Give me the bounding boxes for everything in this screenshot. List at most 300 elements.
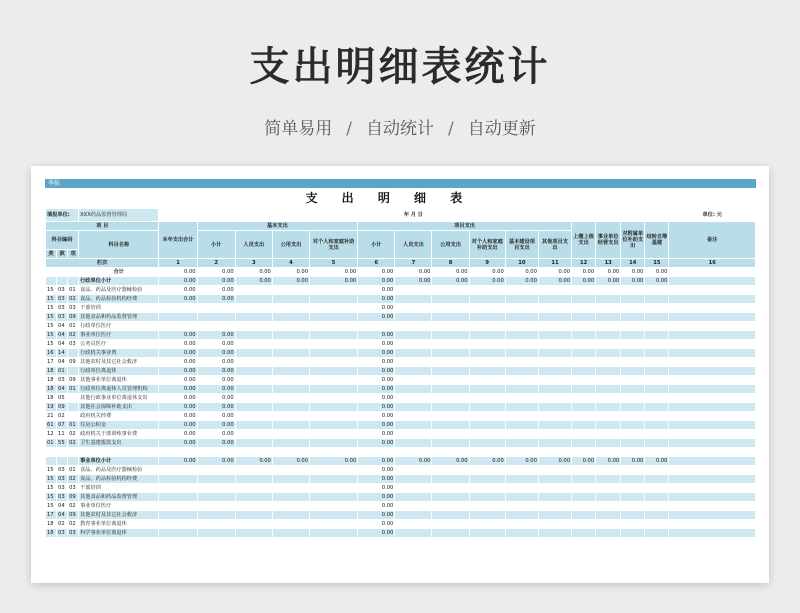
value-cell[interactable] bbox=[469, 403, 505, 412]
value-cell[interactable]: 0.00 bbox=[358, 295, 395, 304]
code-cell[interactable]: 18 bbox=[46, 367, 57, 376]
value-cell[interactable] bbox=[505, 394, 538, 403]
value-cell[interactable] bbox=[621, 358, 645, 367]
value-cell[interactable] bbox=[432, 430, 469, 439]
value-cell[interactable] bbox=[572, 502, 596, 511]
value-cell[interactable] bbox=[645, 511, 669, 520]
value-cell[interactable]: 0.00 bbox=[197, 403, 235, 412]
value-cell[interactable] bbox=[395, 358, 432, 367]
value-cell[interactable] bbox=[469, 331, 505, 340]
code-cell[interactable]: 04 bbox=[57, 331, 68, 340]
value-cell[interactable]: 0.00 bbox=[235, 277, 272, 286]
value-cell[interactable] bbox=[310, 295, 358, 304]
value-cell[interactable] bbox=[596, 529, 621, 538]
value-cell[interactable] bbox=[310, 385, 358, 394]
value-cell[interactable] bbox=[645, 322, 669, 331]
value-cell[interactable] bbox=[505, 286, 538, 295]
code-cell[interactable] bbox=[68, 412, 79, 421]
value-cell[interactable] bbox=[272, 322, 309, 331]
value-cell[interactable]: 0.00 bbox=[235, 268, 272, 277]
value-cell[interactable] bbox=[505, 529, 538, 538]
remark-cell[interactable] bbox=[669, 466, 756, 475]
value-cell[interactable] bbox=[505, 349, 538, 358]
value-cell[interactable] bbox=[596, 502, 621, 511]
value-cell[interactable]: 0.00 bbox=[159, 376, 197, 385]
code-cell[interactable]: 03 bbox=[57, 466, 68, 475]
value-cell[interactable] bbox=[310, 304, 358, 313]
value-cell[interactable] bbox=[272, 511, 309, 520]
value-cell[interactable] bbox=[272, 358, 309, 367]
code-cell[interactable]: 15 bbox=[46, 313, 57, 322]
value-cell[interactable]: 0.00 bbox=[197, 394, 235, 403]
code-cell[interactable]: 15 bbox=[46, 475, 57, 484]
value-cell[interactable] bbox=[159, 466, 197, 475]
value-cell[interactable] bbox=[596, 358, 621, 367]
value-cell[interactable] bbox=[505, 322, 538, 331]
value-cell[interactable]: 0.00 bbox=[197, 457, 235, 466]
value-cell[interactable] bbox=[159, 448, 197, 457]
value-cell[interactable] bbox=[469, 358, 505, 367]
code-cell[interactable]: 12 bbox=[46, 430, 57, 439]
value-cell[interactable] bbox=[395, 376, 432, 385]
code-cell[interactable]: 15 bbox=[46, 502, 57, 511]
value-cell[interactable] bbox=[645, 367, 669, 376]
code-cell[interactable]: 01 bbox=[68, 421, 79, 430]
value-cell[interactable] bbox=[645, 340, 669, 349]
value-cell[interactable]: 0.00 bbox=[395, 268, 432, 277]
value-cell[interactable] bbox=[432, 367, 469, 376]
value-cell[interactable] bbox=[621, 448, 645, 457]
value-cell[interactable] bbox=[621, 412, 645, 421]
value-cell[interactable] bbox=[645, 286, 669, 295]
value-cell[interactable] bbox=[159, 475, 197, 484]
value-cell[interactable] bbox=[235, 376, 272, 385]
value-cell[interactable] bbox=[621, 394, 645, 403]
value-cell[interactable]: 0.00 bbox=[358, 493, 395, 502]
value-cell[interactable] bbox=[235, 304, 272, 313]
value-cell[interactable] bbox=[645, 475, 669, 484]
code-cell[interactable]: 18 bbox=[46, 529, 57, 538]
value-cell[interactable] bbox=[432, 421, 469, 430]
value-cell[interactable] bbox=[469, 322, 505, 331]
value-cell[interactable]: 0.00 bbox=[159, 421, 197, 430]
value-cell[interactable]: 0.00 bbox=[432, 457, 469, 466]
value-cell[interactable] bbox=[235, 286, 272, 295]
value-cell[interactable] bbox=[235, 394, 272, 403]
code-cell[interactable]: 03 bbox=[68, 529, 79, 538]
value-cell[interactable] bbox=[572, 331, 596, 340]
value-cell[interactable] bbox=[197, 529, 235, 538]
value-cell[interactable] bbox=[395, 466, 432, 475]
value-cell[interactable] bbox=[645, 529, 669, 538]
value-cell[interactable] bbox=[621, 295, 645, 304]
value-cell[interactable] bbox=[505, 466, 538, 475]
value-cell[interactable] bbox=[505, 421, 538, 430]
value-cell[interactable] bbox=[538, 493, 571, 502]
value-cell[interactable] bbox=[469, 475, 505, 484]
value-cell[interactable]: 0.00 bbox=[310, 268, 358, 277]
value-cell[interactable] bbox=[596, 403, 621, 412]
code-cell[interactable] bbox=[46, 277, 57, 286]
value-cell[interactable] bbox=[538, 475, 571, 484]
value-cell[interactable] bbox=[621, 529, 645, 538]
value-cell[interactable] bbox=[505, 385, 538, 394]
remark-cell[interactable] bbox=[669, 358, 756, 367]
value-cell[interactable] bbox=[621, 466, 645, 475]
value-cell[interactable] bbox=[621, 439, 645, 448]
value-cell[interactable] bbox=[621, 502, 645, 511]
value-cell[interactable] bbox=[469, 286, 505, 295]
value-cell[interactable]: 0.00 bbox=[358, 511, 395, 520]
value-cell[interactable] bbox=[432, 340, 469, 349]
value-cell[interactable] bbox=[469, 430, 505, 439]
code-cell[interactable]: 15 bbox=[46, 331, 57, 340]
value-cell[interactable] bbox=[596, 412, 621, 421]
value-cell[interactable] bbox=[596, 394, 621, 403]
value-cell[interactable] bbox=[432, 466, 469, 475]
value-cell[interactable]: 0.00 bbox=[197, 421, 235, 430]
value-cell[interactable] bbox=[310, 502, 358, 511]
value-cell[interactable] bbox=[310, 349, 358, 358]
value-cell[interactable]: 0.00 bbox=[358, 403, 395, 412]
value-cell[interactable] bbox=[596, 349, 621, 358]
value-cell[interactable]: 0.00 bbox=[272, 277, 309, 286]
value-cell[interactable] bbox=[235, 403, 272, 412]
code-cell[interactable]: 15 bbox=[46, 484, 57, 493]
value-cell[interactable] bbox=[197, 511, 235, 520]
value-cell[interactable] bbox=[572, 484, 596, 493]
code-cell[interactable]: 02 bbox=[68, 520, 79, 529]
code-cell[interactable]: 03 bbox=[57, 475, 68, 484]
value-cell[interactable] bbox=[310, 484, 358, 493]
value-cell[interactable] bbox=[572, 394, 596, 403]
value-cell[interactable]: 0.00 bbox=[159, 412, 197, 421]
value-cell[interactable] bbox=[572, 412, 596, 421]
value-cell[interactable]: 0.00 bbox=[469, 457, 505, 466]
value-cell[interactable] bbox=[272, 466, 309, 475]
code-cell[interactable]: 04 bbox=[57, 322, 68, 331]
remark-cell[interactable] bbox=[669, 286, 756, 295]
value-cell[interactable]: 0.00 bbox=[538, 277, 571, 286]
value-cell[interactable] bbox=[272, 376, 309, 385]
value-cell[interactable] bbox=[235, 475, 272, 484]
code-cell[interactable] bbox=[68, 457, 79, 466]
value-cell[interactable]: 0.00 bbox=[395, 457, 432, 466]
value-cell[interactable] bbox=[310, 520, 358, 529]
unit-value[interactable]: XXX药品监督管理局 bbox=[79, 209, 159, 222]
value-cell[interactable]: 0.00 bbox=[621, 457, 645, 466]
value-cell[interactable] bbox=[645, 412, 669, 421]
value-cell[interactable]: 0.00 bbox=[197, 277, 235, 286]
value-cell[interactable]: 0.00 bbox=[358, 520, 395, 529]
value-cell[interactable] bbox=[645, 493, 669, 502]
value-cell[interactable] bbox=[432, 313, 469, 322]
value-cell[interactable] bbox=[272, 475, 309, 484]
code-cell[interactable]: 11 bbox=[57, 430, 68, 439]
value-cell[interactable] bbox=[395, 511, 432, 520]
value-cell[interactable] bbox=[469, 295, 505, 304]
value-cell[interactable] bbox=[159, 502, 197, 511]
code-cell[interactable]: 19 bbox=[46, 403, 57, 412]
value-cell[interactable] bbox=[272, 520, 309, 529]
value-cell[interactable] bbox=[572, 439, 596, 448]
code-cell[interactable]: 21 bbox=[46, 412, 57, 421]
value-cell[interactable] bbox=[572, 493, 596, 502]
value-cell[interactable] bbox=[197, 484, 235, 493]
value-cell[interactable]: 0.00 bbox=[197, 376, 235, 385]
value-cell[interactable] bbox=[272, 430, 309, 439]
value-cell[interactable]: 0.00 bbox=[159, 277, 197, 286]
value-cell[interactable] bbox=[645, 439, 669, 448]
value-cell[interactable] bbox=[645, 421, 669, 430]
value-cell[interactable] bbox=[621, 349, 645, 358]
value-cell[interactable] bbox=[358, 322, 395, 331]
value-cell[interactable] bbox=[645, 430, 669, 439]
code-cell[interactable]: 09 bbox=[68, 376, 79, 385]
value-cell[interactable] bbox=[469, 385, 505, 394]
remark-cell[interactable] bbox=[669, 448, 756, 457]
remark-cell[interactable] bbox=[669, 313, 756, 322]
value-cell[interactable]: 0.00 bbox=[645, 457, 669, 466]
value-cell[interactable] bbox=[272, 295, 309, 304]
value-cell[interactable]: 0.00 bbox=[505, 268, 538, 277]
code-cell[interactable]: 09 bbox=[68, 493, 79, 502]
code-cell[interactable]: 03 bbox=[57, 376, 68, 385]
value-cell[interactable] bbox=[645, 349, 669, 358]
value-cell[interactable]: 0.00 bbox=[358, 304, 395, 313]
value-cell[interactable] bbox=[538, 304, 571, 313]
value-cell[interactable] bbox=[310, 439, 358, 448]
value-cell[interactable]: 0.00 bbox=[358, 268, 395, 277]
value-cell[interactable]: 0.00 bbox=[645, 277, 669, 286]
value-cell[interactable] bbox=[505, 448, 538, 457]
value-cell[interactable] bbox=[621, 313, 645, 322]
value-cell[interactable]: 0.00 bbox=[197, 439, 235, 448]
code-cell[interactable]: 04 bbox=[57, 358, 68, 367]
value-cell[interactable] bbox=[432, 376, 469, 385]
remark-cell[interactable] bbox=[669, 295, 756, 304]
value-cell[interactable] bbox=[395, 493, 432, 502]
value-cell[interactable]: 0.00 bbox=[197, 286, 235, 295]
value-cell[interactable]: 0.00 bbox=[197, 268, 235, 277]
value-cell[interactable] bbox=[395, 412, 432, 421]
code-cell[interactable]: 03 bbox=[57, 313, 68, 322]
value-cell[interactable] bbox=[432, 493, 469, 502]
remark-cell[interactable] bbox=[669, 475, 756, 484]
value-cell[interactable] bbox=[272, 340, 309, 349]
value-cell[interactable] bbox=[572, 448, 596, 457]
value-cell[interactable]: 0.00 bbox=[358, 286, 395, 295]
value-cell[interactable] bbox=[505, 403, 538, 412]
value-cell[interactable] bbox=[197, 313, 235, 322]
code-cell[interactable]: 04 bbox=[57, 502, 68, 511]
value-cell[interactable]: 0.00 bbox=[197, 412, 235, 421]
code-cell[interactable] bbox=[68, 367, 79, 376]
value-cell[interactable] bbox=[395, 439, 432, 448]
value-cell[interactable] bbox=[395, 421, 432, 430]
value-cell[interactable] bbox=[235, 331, 272, 340]
value-cell[interactable] bbox=[538, 367, 571, 376]
value-cell[interactable] bbox=[310, 430, 358, 439]
value-cell[interactable] bbox=[272, 304, 309, 313]
value-cell[interactable]: 0.00 bbox=[358, 466, 395, 475]
code-cell[interactable] bbox=[68, 349, 79, 358]
value-cell[interactable] bbox=[235, 430, 272, 439]
value-cell[interactable]: 0.00 bbox=[358, 349, 395, 358]
value-cell[interactable] bbox=[159, 304, 197, 313]
value-cell[interactable]: 0.00 bbox=[358, 340, 395, 349]
value-cell[interactable] bbox=[538, 421, 571, 430]
value-cell[interactable] bbox=[469, 529, 505, 538]
value-cell[interactable]: 0.00 bbox=[596, 277, 621, 286]
value-cell[interactable] bbox=[432, 475, 469, 484]
value-cell[interactable] bbox=[572, 286, 596, 295]
value-cell[interactable] bbox=[235, 412, 272, 421]
value-cell[interactable] bbox=[469, 484, 505, 493]
value-cell[interactable] bbox=[645, 484, 669, 493]
value-cell[interactable] bbox=[621, 520, 645, 529]
code-cell[interactable]: 15 bbox=[46, 493, 57, 502]
value-cell[interactable] bbox=[572, 421, 596, 430]
code-cell[interactable] bbox=[68, 403, 79, 412]
remark-cell[interactable] bbox=[669, 385, 756, 394]
remark-cell[interactable] bbox=[669, 493, 756, 502]
value-cell[interactable] bbox=[596, 322, 621, 331]
value-cell[interactable]: 0.00 bbox=[596, 457, 621, 466]
remark-cell[interactable] bbox=[669, 457, 756, 466]
value-cell[interactable] bbox=[310, 403, 358, 412]
value-cell[interactable] bbox=[310, 358, 358, 367]
value-cell[interactable] bbox=[395, 349, 432, 358]
code-cell[interactable]: 15 bbox=[46, 466, 57, 475]
value-cell[interactable] bbox=[469, 520, 505, 529]
value-cell[interactable] bbox=[235, 313, 272, 322]
value-cell[interactable]: 0.00 bbox=[505, 277, 538, 286]
value-cell[interactable] bbox=[197, 448, 235, 457]
value-cell[interactable] bbox=[432, 529, 469, 538]
value-cell[interactable] bbox=[538, 439, 571, 448]
value-cell[interactable] bbox=[596, 484, 621, 493]
value-cell[interactable] bbox=[645, 358, 669, 367]
value-cell[interactable]: 0.00 bbox=[159, 358, 197, 367]
value-cell[interactable] bbox=[538, 484, 571, 493]
value-cell[interactable] bbox=[432, 286, 469, 295]
value-cell[interactable] bbox=[395, 448, 432, 457]
value-cell[interactable]: 0.00 bbox=[358, 421, 395, 430]
code-cell[interactable]: 01 bbox=[68, 322, 79, 331]
value-cell[interactable]: 0.00 bbox=[469, 268, 505, 277]
value-cell[interactable] bbox=[572, 529, 596, 538]
code-cell[interactable]: 03 bbox=[57, 529, 68, 538]
value-cell[interactable] bbox=[197, 475, 235, 484]
value-cell[interactable] bbox=[432, 448, 469, 457]
value-cell[interactable] bbox=[395, 367, 432, 376]
value-cell[interactable]: 0.00 bbox=[432, 268, 469, 277]
value-cell[interactable] bbox=[596, 520, 621, 529]
value-cell[interactable] bbox=[645, 331, 669, 340]
value-cell[interactable] bbox=[235, 529, 272, 538]
value-cell[interactable] bbox=[645, 448, 669, 457]
value-cell[interactable] bbox=[159, 529, 197, 538]
value-cell[interactable] bbox=[572, 403, 596, 412]
value-cell[interactable] bbox=[572, 376, 596, 385]
value-cell[interactable]: 0.00 bbox=[572, 268, 596, 277]
value-cell[interactable] bbox=[572, 322, 596, 331]
value-cell[interactable] bbox=[469, 412, 505, 421]
value-cell[interactable]: 0.00 bbox=[645, 268, 669, 277]
value-cell[interactable] bbox=[572, 313, 596, 322]
value-cell[interactable]: 0.00 bbox=[469, 277, 505, 286]
value-cell[interactable] bbox=[310, 421, 358, 430]
code-cell[interactable]: 18 bbox=[46, 520, 57, 529]
code-cell[interactable]: 05 bbox=[57, 394, 68, 403]
remark-cell[interactable] bbox=[669, 511, 756, 520]
value-cell[interactable] bbox=[596, 439, 621, 448]
value-cell[interactable] bbox=[505, 304, 538, 313]
value-cell[interactable] bbox=[469, 421, 505, 430]
value-cell[interactable] bbox=[235, 448, 272, 457]
value-cell[interactable] bbox=[645, 403, 669, 412]
value-cell[interactable] bbox=[235, 520, 272, 529]
value-cell[interactable] bbox=[432, 358, 469, 367]
code-cell[interactable]: 03 bbox=[68, 304, 79, 313]
value-cell[interactable] bbox=[432, 304, 469, 313]
code-cell[interactable] bbox=[57, 277, 68, 286]
value-cell[interactable] bbox=[310, 367, 358, 376]
value-cell[interactable] bbox=[469, 439, 505, 448]
remark-cell[interactable] bbox=[669, 421, 756, 430]
value-cell[interactable]: 0.00 bbox=[358, 484, 395, 493]
code-cell[interactable]: 03 bbox=[68, 340, 79, 349]
value-cell[interactable] bbox=[505, 493, 538, 502]
value-cell[interactable] bbox=[505, 502, 538, 511]
value-cell[interactable] bbox=[596, 430, 621, 439]
value-cell[interactable] bbox=[235, 439, 272, 448]
value-cell[interactable]: 0.00 bbox=[538, 457, 571, 466]
value-cell[interactable]: 0.00 bbox=[358, 529, 395, 538]
value-cell[interactable]: 0.00 bbox=[159, 430, 197, 439]
remark-cell[interactable] bbox=[669, 484, 756, 493]
value-cell[interactable] bbox=[310, 331, 358, 340]
remark-cell[interactable] bbox=[669, 502, 756, 511]
value-cell[interactable] bbox=[469, 502, 505, 511]
value-cell[interactable] bbox=[505, 520, 538, 529]
code-cell[interactable]: 01 bbox=[68, 385, 79, 394]
value-cell[interactable]: 0.00 bbox=[197, 430, 235, 439]
remark-cell[interactable] bbox=[669, 394, 756, 403]
value-cell[interactable] bbox=[272, 331, 309, 340]
value-cell[interactable] bbox=[538, 394, 571, 403]
code-cell[interactable]: 18 bbox=[46, 385, 57, 394]
code-cell[interactable]: 15 bbox=[46, 340, 57, 349]
value-cell[interactable] bbox=[538, 403, 571, 412]
code-cell[interactable]: 02 bbox=[68, 475, 79, 484]
value-cell[interactable] bbox=[272, 286, 309, 295]
value-cell[interactable] bbox=[572, 295, 596, 304]
value-cell[interactable] bbox=[395, 475, 432, 484]
value-cell[interactable] bbox=[596, 511, 621, 520]
value-cell[interactable] bbox=[395, 394, 432, 403]
value-cell[interactable] bbox=[621, 322, 645, 331]
code-cell[interactable]: 01 bbox=[46, 439, 57, 448]
value-cell[interactable] bbox=[596, 340, 621, 349]
value-cell[interactable] bbox=[538, 448, 571, 457]
code-cell[interactable] bbox=[68, 448, 79, 457]
value-cell[interactable] bbox=[469, 376, 505, 385]
value-cell[interactable]: 0.00 bbox=[159, 286, 197, 295]
value-cell[interactable]: 0.00 bbox=[358, 358, 395, 367]
value-cell[interactable] bbox=[572, 340, 596, 349]
